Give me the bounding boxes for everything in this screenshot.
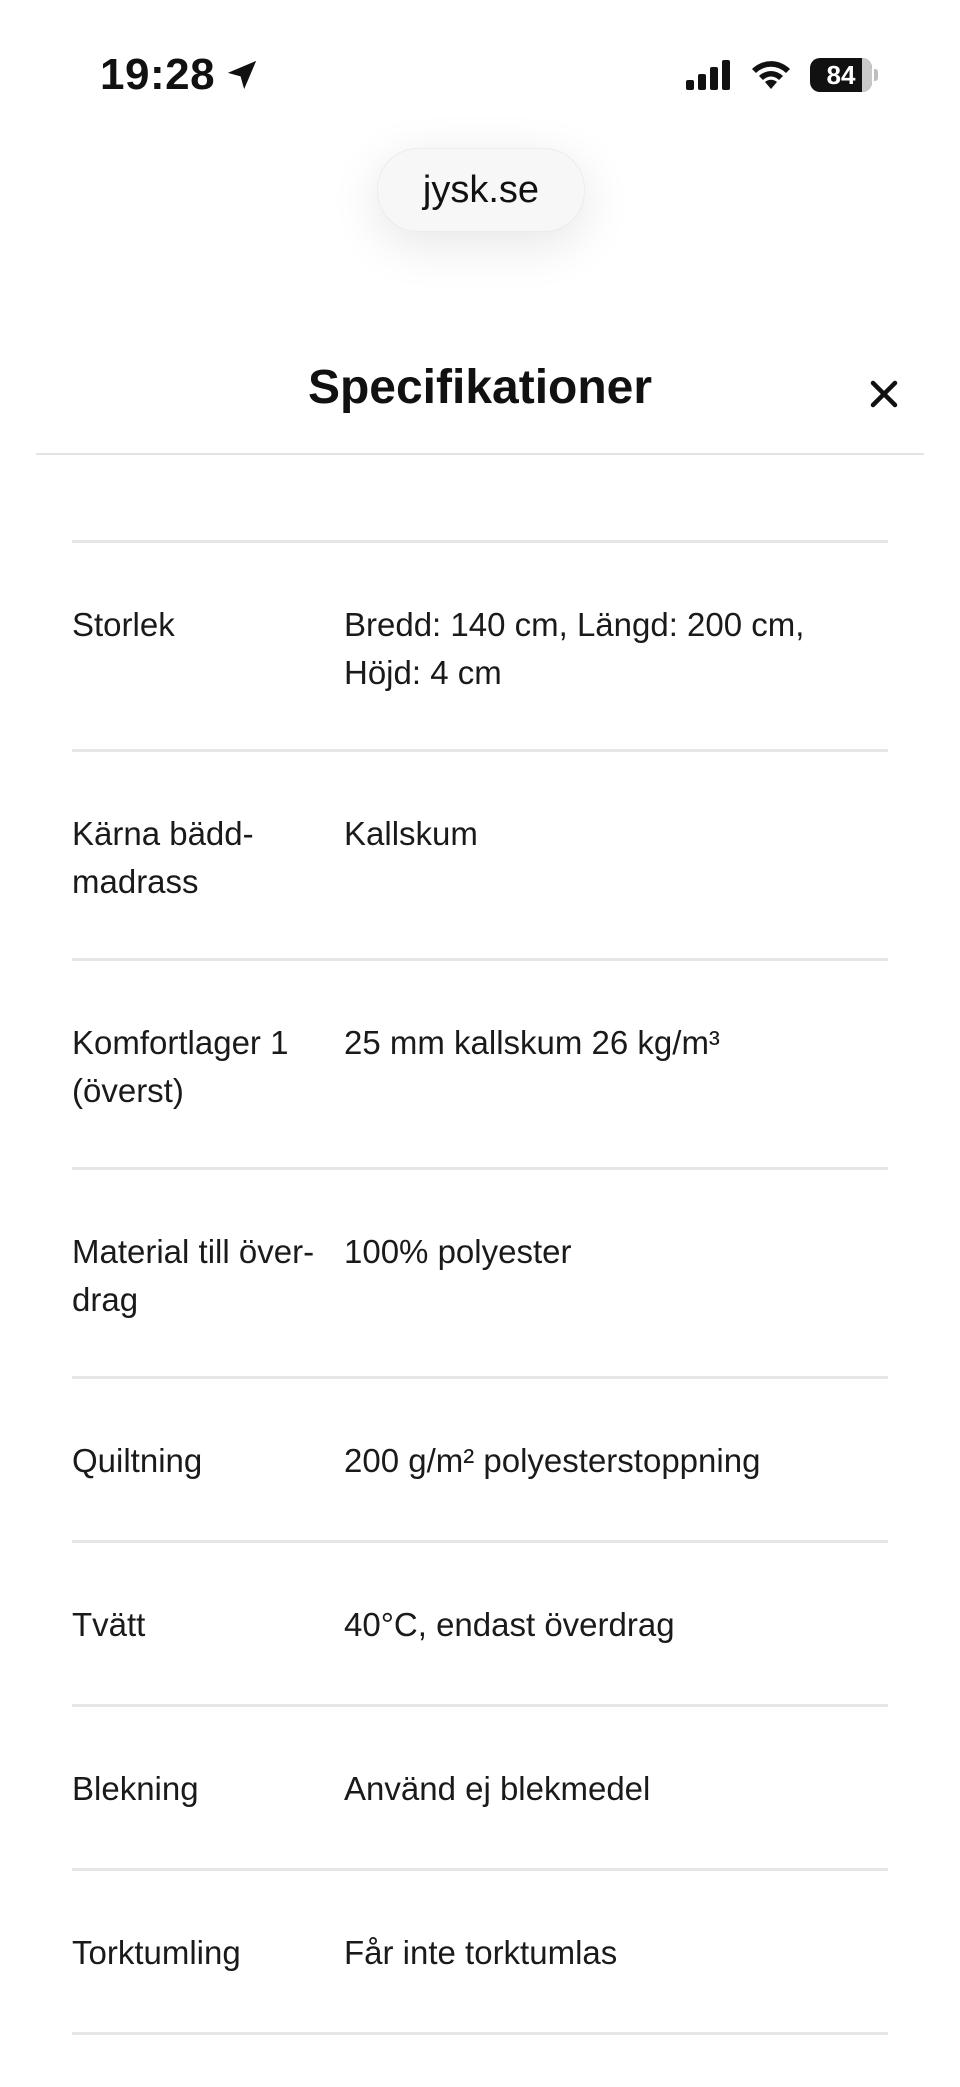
spec-label: Tvätt (72, 1606, 146, 1643)
spec-value: Kallskum (344, 815, 478, 852)
spec-row-material (72, 1170, 888, 1379)
battery-level: 84 (826, 60, 856, 90)
close-button[interactable] (860, 370, 908, 418)
spec-list (72, 540, 888, 2035)
spec-label: Storlek (72, 606, 175, 643)
spec-label: Torktumling (72, 1934, 241, 1971)
sheet-header (36, 330, 924, 455)
close-icon (870, 380, 898, 408)
spec-row-quiltning (72, 1379, 888, 1543)
url-bar[interactable] (377, 148, 585, 232)
status-time (100, 50, 259, 100)
url-text: jysk.se (422, 168, 540, 211)
spec-label: Blekning (72, 1770, 199, 1807)
spec-value: 100% polyester (344, 1233, 572, 1270)
status-time-text: 19:28 (100, 50, 216, 99)
spec-row-torktumling (72, 1871, 888, 2035)
spec-label: Kärna bädd- madrass (72, 815, 254, 900)
spec-value: 25 mm kallskum 26 kg/m³ (344, 1024, 720, 1061)
location-arrow-icon (225, 58, 259, 92)
status-bar (0, 0, 960, 150)
spec-value: 40°C, endast överdrag (344, 1606, 675, 1643)
page-title: Specifikationer (307, 361, 653, 414)
spec-value: 200 g/m² polyesterstoppning (344, 1442, 761, 1479)
spec-value: Får inte torktumlas (344, 1934, 618, 1971)
spec-label: Material till över- drag (72, 1233, 315, 1318)
wifi-icon (750, 59, 792, 91)
spec-row-tvatt (72, 1543, 888, 1707)
cellular-signal-icon (686, 60, 732, 90)
battery-icon (810, 58, 878, 92)
spec-row-blekning (72, 1707, 888, 1871)
spec-label: Quiltning (72, 1442, 203, 1479)
spec-label: Komfortlager 1 (överst) (72, 1024, 289, 1109)
spec-value: Bredd: 140 cm, Längd: 200 cm, Höjd: 4 cm (344, 606, 805, 691)
spec-value: Använd ej blekmedel (344, 1770, 651, 1807)
status-icons (686, 58, 878, 92)
spec-row-storlek (72, 543, 888, 752)
spec-row-komfortlager (72, 961, 888, 1170)
spec-row-karna (72, 752, 888, 961)
